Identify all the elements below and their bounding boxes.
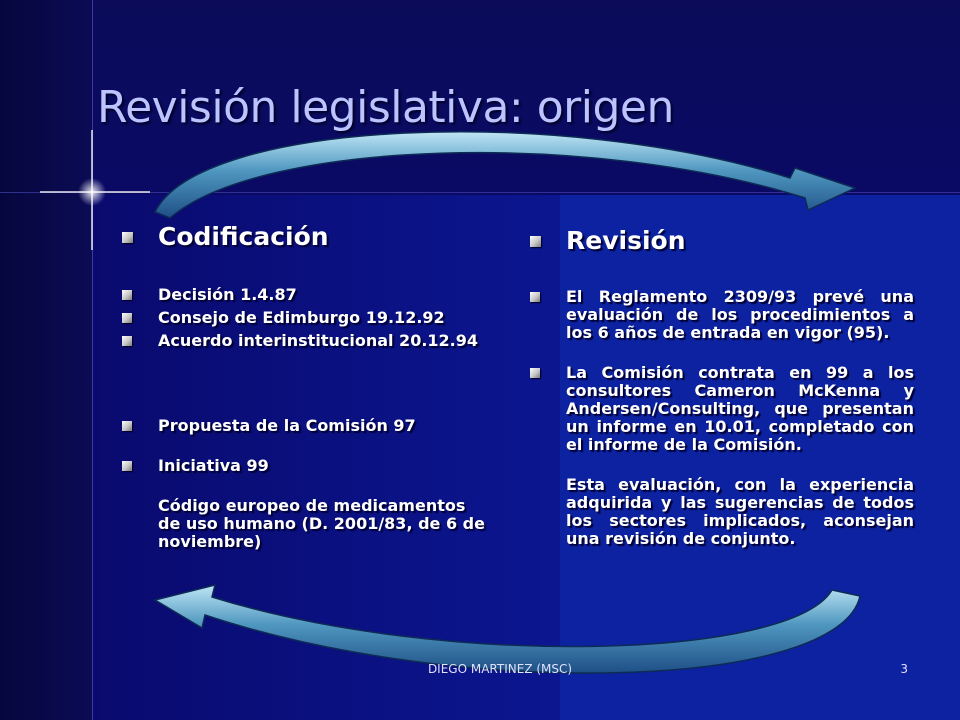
square-bullet-icon (122, 232, 133, 243)
square-bullet-icon (122, 461, 132, 471)
code-note: Código europeo de medicamentos de uso humano (D. 2001/83, de 6 de noviembre) (158, 496, 485, 551)
list-item-text: Consejo de Edimburgo 19.12.92 (158, 308, 445, 327)
square-bullet-icon (122, 336, 132, 346)
revision-heading (526, 226, 914, 256)
footer-author: DIEGO MARTINEZ (MSC) (427, 662, 573, 676)
list-item-text: La Comisión contrata en 99 a los consultores Cameron McKenna y Andersen/Consulting, que presentan un informe en 10.01, completado con el informe de la Comisión. (566, 363, 914, 454)
codificacion-heading (118, 222, 498, 252)
bottom-curved-arrow-icon (155, 585, 860, 673)
list-item (526, 364, 914, 454)
square-bullet-icon (122, 421, 132, 431)
square-bullet-icon (122, 290, 132, 300)
proposal-text: Propuesta de la Comisión 97 (158, 416, 416, 435)
list-item (526, 288, 914, 342)
revision-heading-text: Revisión (566, 226, 686, 255)
left-column (118, 222, 498, 551)
evaluation-note: Esta evaluación, con la experiencia adquirida y las sugerencias de todos los sectores implicados, aconsejan una revisión de conjunto. (566, 475, 914, 548)
initiative-text: Iniciativa 99 (158, 456, 269, 475)
square-bullet-icon (530, 236, 541, 247)
square-bullet-icon (530, 368, 540, 378)
list-item-text: Decisión 1.4.87 (158, 285, 297, 304)
codificacion-heading-text: Codificación (158, 222, 329, 251)
right-column (526, 222, 914, 548)
initiative-item (118, 457, 498, 475)
list-item (118, 309, 498, 327)
proposal-item (118, 417, 498, 435)
slide-title: Revisión legislativa: origen (97, 82, 674, 133)
list-item (118, 286, 498, 304)
list-item (118, 332, 498, 350)
page-number: 3 (900, 662, 908, 676)
square-bullet-icon (530, 292, 540, 302)
top-curved-arrow-icon (155, 132, 855, 218)
list-item-text: El Reglamento 2309/93 prevé una evaluación de los procedimientos a los 6 años de entrada en vigor (95). (566, 287, 914, 342)
square-bullet-icon (122, 313, 132, 323)
list-item-text: Acuerdo interinstitucional 20.12.94 (158, 331, 479, 350)
